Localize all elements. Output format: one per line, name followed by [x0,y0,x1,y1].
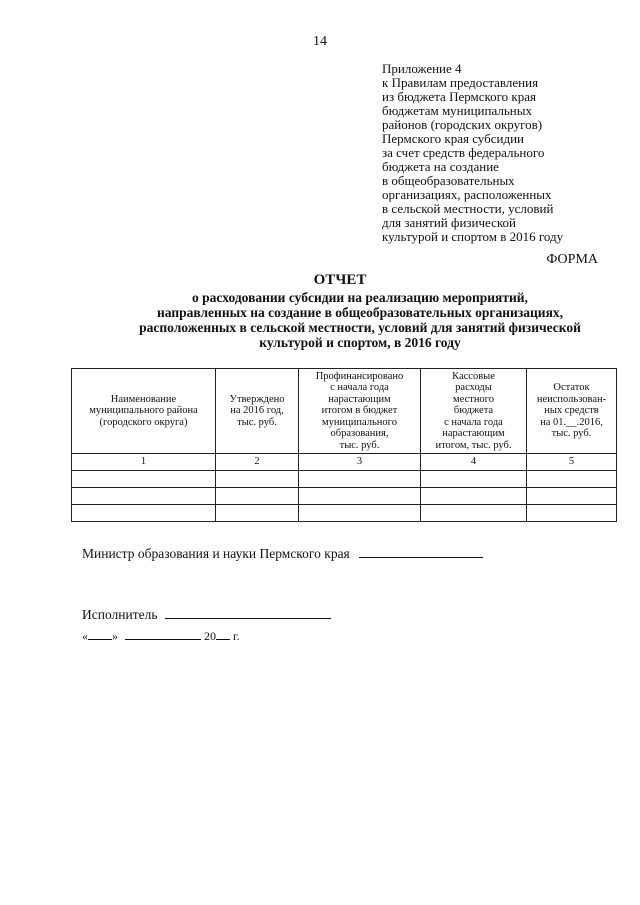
appendix-line: районов (городских округов) [382,117,543,132]
header-approved: Утверждено на 2016 год, тыс. руб. [216,369,299,454]
appendix-line: бюджета на создание [382,159,499,174]
appendix-line: для занятий физической [382,215,517,230]
appendix-line: бюджетам муниципальных [382,103,532,118]
appendix-line: Приложение 4 [382,61,462,76]
subtitle-line: о расходовании субсидии на реализацию мероприятий, [192,290,528,305]
page-number: 14 [313,34,327,49]
document-title: ОТЧЕТ [313,272,367,288]
column-number: 4 [421,454,527,471]
executor-label: Исполнитель [82,607,158,622]
table-cell[interactable] [421,505,527,522]
header-unused-balance: Остаток неиспользован- ных средств на 01.__.2016, тыс. руб. [527,369,617,454]
executor-blank[interactable] [165,606,331,619]
year-blank[interactable] [216,627,230,640]
table-cell[interactable] [421,488,527,505]
table-cell[interactable] [527,505,617,522]
column-number-row [72,454,617,471]
header-district-name: Наименование муниципального района (городского округа) [72,369,216,454]
signature-blank[interactable] [359,545,483,558]
month-blank[interactable] [125,627,201,640]
table-row [72,505,617,522]
open-quote: « [82,629,88,643]
signature-label: Министр образования и науки Пермского края [82,546,350,561]
table-cell[interactable] [527,471,617,488]
appendix-line: Пермского края субсидии [382,131,524,146]
appendix-line: из бюджета Пермского края [382,89,537,104]
report-table [71,368,617,522]
table-cell[interactable] [299,505,421,522]
executor-line [82,606,331,623]
year-prefix: 20 [204,629,216,643]
table-cell[interactable] [299,471,421,488]
table-cell[interactable] [72,471,216,488]
appendix-line: к Правилам предоставления [382,75,539,90]
column-number: 1 [72,454,216,471]
subtitle-line: культурой и спортом, в 2016 году [259,335,461,350]
table-cell[interactable] [216,488,299,505]
table-cell[interactable] [299,488,421,505]
year-suffix: г. [233,629,240,643]
appendix-block [382,62,632,244]
appendix-line: культурой и спортом в 2016 году [382,229,564,244]
appendix-line: в общеобразовательных [382,173,515,188]
table-row [72,471,617,488]
appendix-line: за счет средств федерального [382,145,545,160]
table-cell[interactable] [72,488,216,505]
table-cell[interactable] [527,488,617,505]
column-number: 5 [527,454,617,471]
table-cell[interactable] [216,471,299,488]
header-cash-expenses: Кассовые расходы местного бюджета с начала года нарастающим итогом, тыс. руб. [421,369,527,454]
appendix-line: организациях, расположенных [382,187,552,202]
form-label: ФОРМА [546,252,598,267]
minister-signature-line [82,545,483,562]
table-row [72,488,617,505]
header-financed: Профинансировано с начала года нарастающим итогом в бюджет муниципального образования, тыс. руб. [299,369,421,454]
subtitle-line: направленных на создание в общеобразовательных организациях, [156,305,563,320]
close-quote: » [112,629,118,643]
subtitle-line: расположенных в сельской местности, условий для занятий физической [139,320,581,335]
document-subtitle [60,290,640,350]
table-cell[interactable] [216,505,299,522]
column-number: 2 [216,454,299,471]
table-cell[interactable] [421,471,527,488]
date-line [82,627,240,644]
appendix-line: в сельской местности, условий [382,201,554,216]
table-header-row [72,369,617,454]
day-blank[interactable] [88,627,112,640]
table-cell[interactable] [72,505,216,522]
column-number: 3 [299,454,421,471]
